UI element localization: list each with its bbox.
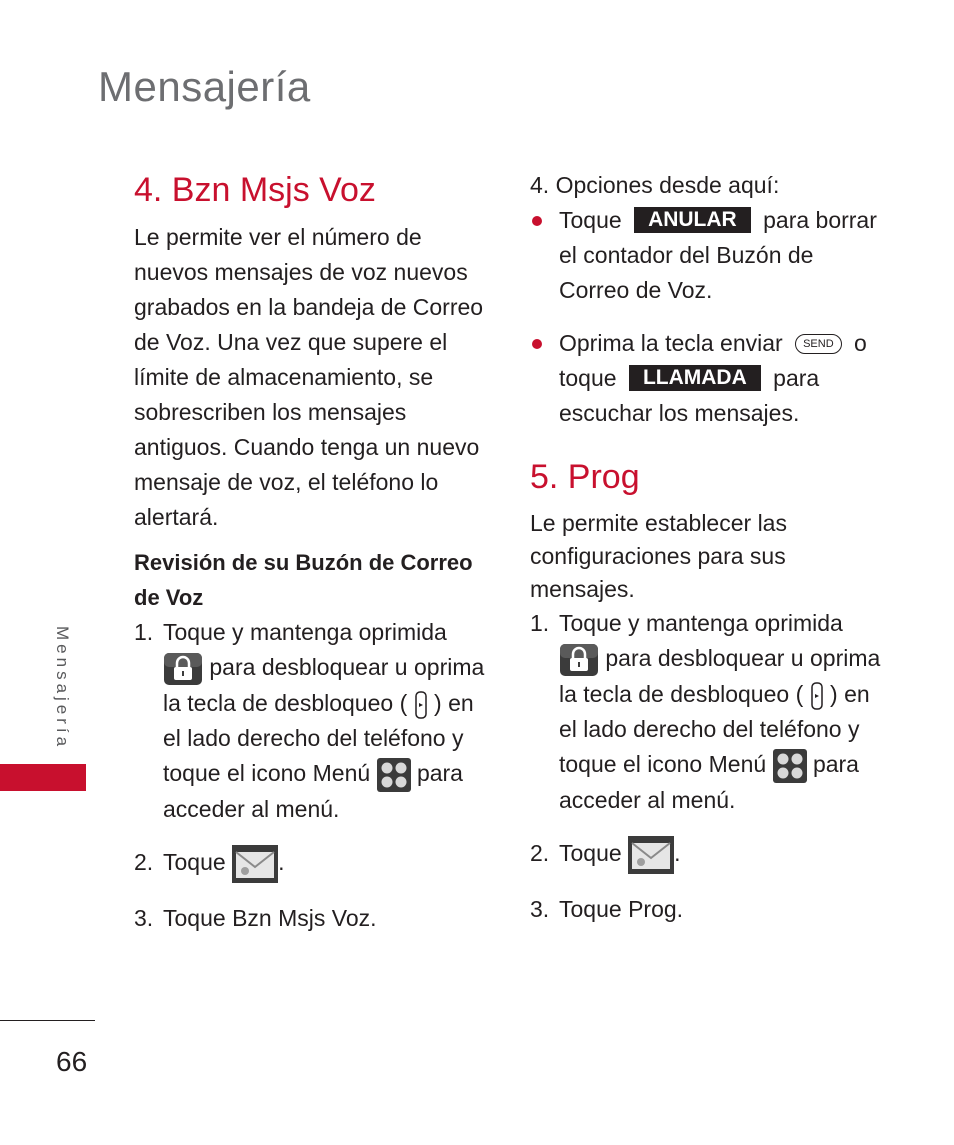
step-item (530, 892, 890, 927)
step-text: Toque y mantenga oprimida (559, 610, 843, 636)
option-text: Oprima la tecla enviar (559, 330, 783, 356)
messaging-icon (232, 845, 278, 883)
menu-target-label: Prog (628, 895, 677, 922)
step-text: ) en el lado derecho del teléfono y toque el icono Menú (559, 680, 870, 777)
step-text: Toque (163, 848, 226, 875)
menu-icon (377, 758, 411, 792)
side-tab-label: Mensajería (53, 626, 72, 751)
step-number: 1. (134, 619, 154, 645)
step-4-text: 4. Opciones desde aquí: (530, 172, 780, 198)
menu-target-label: Bzn Msjs Voz (232, 904, 371, 931)
section-intro: Le permite ver el número de nuevos mensajes de voz nuevos grabados en la bandeja de Correo de Voz. Una vez que supere el límite de almacenamiento, se sobrescriben los mensajes antiguos. Cuando tenga un nuevo mensaje de voz, el teléfono lo alertará. (134, 224, 484, 530)
steps-list (134, 615, 489, 936)
step-number: 2. (530, 839, 550, 866)
step-item (134, 901, 489, 936)
lock-icon (559, 643, 599, 677)
section-subheading: Revisión de su Buzón de Correo de Voz (134, 550, 473, 610)
page-number: 66 (56, 1046, 88, 1077)
step-item (530, 836, 890, 874)
option-text: Toque (559, 207, 622, 233)
step-item (134, 615, 489, 827)
bullet-icon (532, 216, 542, 226)
step-text: Toque (559, 895, 622, 922)
side-tab-bar (0, 764, 86, 791)
messaging-icon (628, 836, 674, 874)
bullet-icon (532, 339, 542, 349)
right-column (530, 168, 890, 927)
section-intro: Le permite establecer las configuraciones para sus mensajes. (530, 510, 787, 602)
page-header-title: Mensajería (98, 63, 311, 110)
step-number: 1. (530, 610, 550, 636)
section-title-settings: 5. Prog (530, 458, 640, 496)
step-text: para acceder al menú. (559, 750, 859, 813)
step-item (530, 606, 890, 818)
softkey-anular: ANULAR (634, 207, 751, 233)
step-text: para acceder al menú. (163, 759, 463, 822)
step-text: para desbloquear u oprima la tecla de desbloqueo ( (559, 645, 881, 707)
option-text: o toque (559, 330, 867, 391)
step-number: 3. (530, 895, 550, 922)
options-list (530, 203, 890, 431)
send-key-icon: SEND (795, 334, 842, 354)
step-text: . (370, 904, 377, 931)
option-item (530, 326, 890, 431)
option-text: para escuchar los mensajes. (559, 365, 820, 426)
unlock-key-icon (810, 681, 824, 711)
step-text: Toque (559, 839, 622, 866)
softkey-llamada: LLAMADA (629, 365, 761, 391)
page-number-rule (0, 1020, 95, 1021)
option-item (530, 203, 890, 308)
unlock-key-icon (414, 690, 428, 720)
step-text: Toque (163, 904, 226, 931)
step-number: 3. (134, 904, 154, 931)
step-text: Toque y mantenga oprimida (163, 619, 447, 645)
step-item (134, 845, 489, 883)
step-text: . (278, 848, 285, 875)
option-text: para borrar el contador del Buzón de Correo de Voz. (559, 207, 877, 303)
menu-icon (773, 749, 807, 783)
step-number: 2. (134, 848, 154, 875)
step-text: para desbloquear u oprima la tecla de desbloqueo ( (163, 654, 485, 716)
lock-icon (163, 652, 203, 686)
steps-list (530, 606, 890, 927)
step-text: . (674, 839, 681, 866)
section-title-voicemail: 4. Bzn Msjs Voz (134, 171, 376, 209)
step-text: . (676, 895, 684, 922)
left-column (134, 170, 489, 936)
step-text: ) en el lado derecho del teléfono y toque el icono Menú (163, 689, 474, 786)
